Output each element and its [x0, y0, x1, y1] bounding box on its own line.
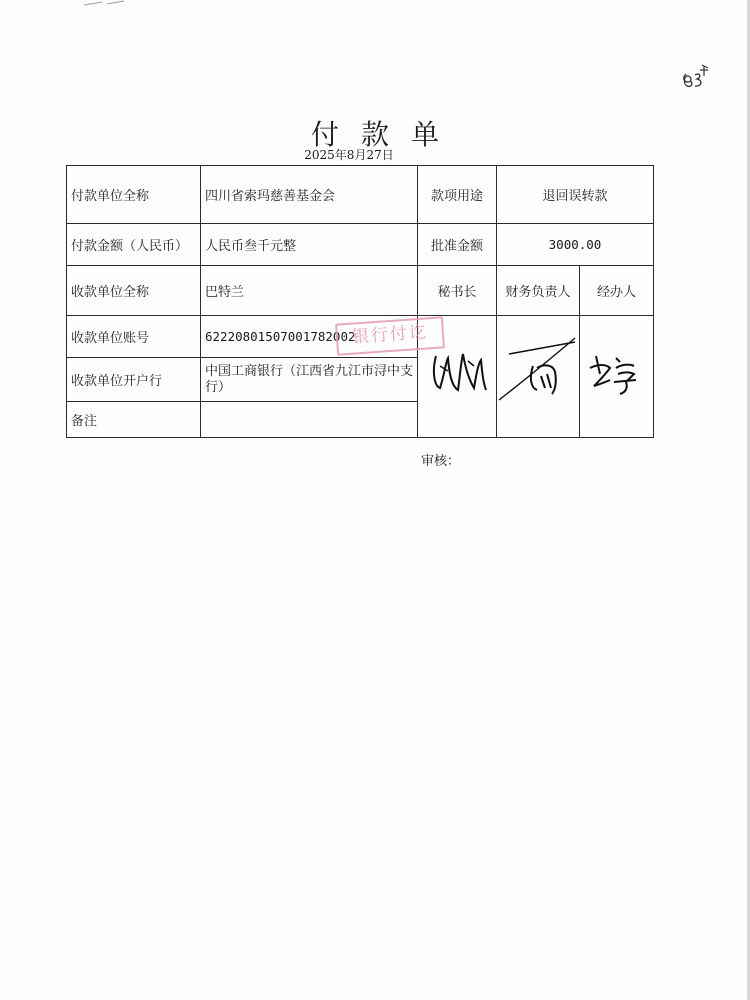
finance-head-signature-cell — [497, 316, 580, 438]
approved-amount-value: 3000.00 — [497, 224, 654, 266]
handler-signature-cell — [580, 316, 654, 438]
payer-name-label: 付款单位全称 — [67, 166, 201, 224]
payee-account-label: 收款单位账号 — [67, 316, 201, 358]
audit-label: 审核： — [421, 454, 461, 469]
payee-name-label: 收款单位全称 — [67, 266, 201, 316]
scan-mark — [82, 0, 127, 7]
finance-head-label: 财务负责人 — [497, 266, 580, 316]
handler-signature — [580, 316, 654, 436]
purpose-value: 退回误转款 — [497, 166, 654, 224]
amount-words: 人民币叁千元整 — [201, 224, 418, 266]
remarks-label: 备注 — [67, 402, 201, 438]
document-title: 付款单 — [310, 117, 461, 151]
payee-name-value: 巴特兰 — [201, 266, 418, 316]
document-date: 2025年8月27日 — [304, 148, 394, 162]
payee-bank-label: 收款单位开户行 — [67, 358, 201, 402]
remarks-value — [201, 402, 418, 438]
finance-head-signature — [497, 316, 580, 436]
table-row — [67, 166, 654, 224]
handler-label: 经办人 — [580, 266, 654, 316]
payer-name-value: 四川省索玛慈善基金会 — [201, 166, 418, 224]
secretary-general-label: 秘书长 — [418, 266, 497, 316]
voucher-table — [66, 165, 654, 438]
table-row — [67, 266, 654, 316]
handwritten-corner-note — [680, 60, 720, 100]
payee-account-value: 6222080150700178200​2 — [201, 316, 418, 358]
bank-paid-stamp: 银行付讫 — [335, 316, 445, 355]
purpose-label: 款项用途 — [418, 166, 497, 224]
payee-bank-value: 中国工商银行（江西省九江市浔中支行） — [201, 358, 418, 402]
amount-label: 付款金额（人民币） — [67, 224, 201, 266]
approved-amount-label: 批准金额 — [418, 224, 497, 266]
table-row — [67, 224, 654, 266]
